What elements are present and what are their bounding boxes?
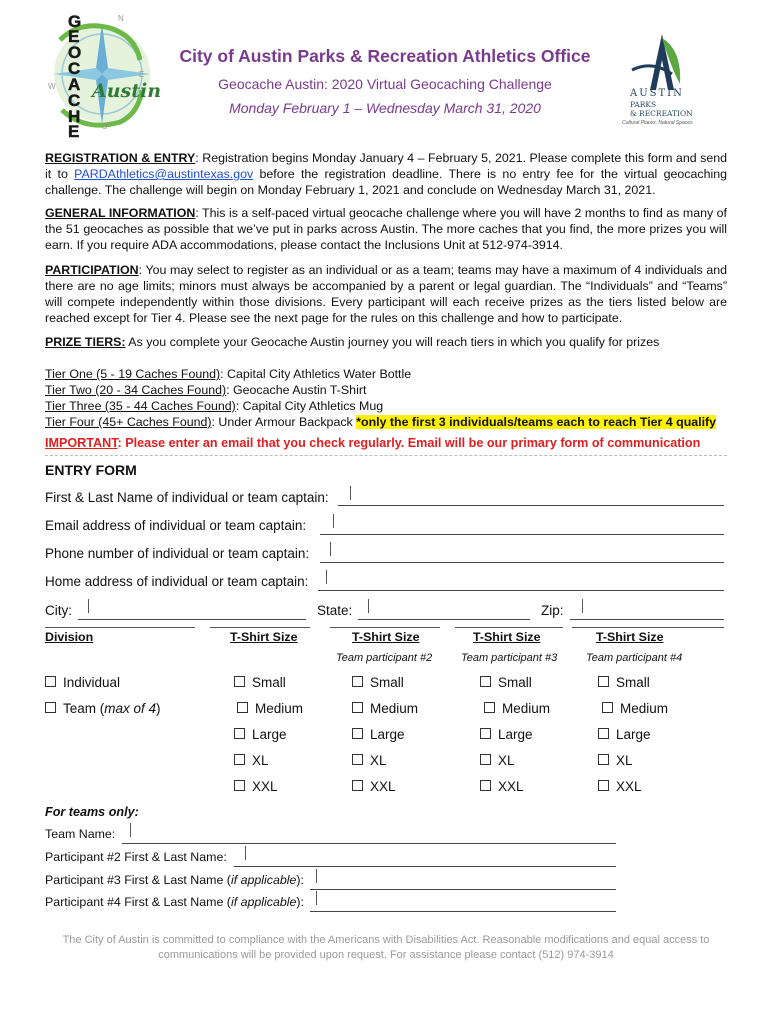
- checkbox-icon: [234, 728, 245, 739]
- size-label: Small: [616, 675, 650, 690]
- team-max-note: max of 4: [104, 701, 157, 716]
- logo-letter: C: [68, 59, 81, 78]
- size-label: Medium: [502, 701, 551, 716]
- checkbox-icon: [352, 754, 363, 765]
- logo-letter: E: [68, 122, 80, 141]
- teams-only-heading: For teams only:: [45, 805, 139, 819]
- text-cursor: [368, 599, 370, 613]
- size-medium-checkbox[interactable]: [484, 701, 550, 727]
- checkbox-icon: [480, 780, 491, 791]
- name-field[interactable]: [338, 505, 724, 506]
- tier-name: Tier Four (45+ Caches Found): [45, 415, 212, 429]
- size-large-checkbox[interactable]: [352, 727, 418, 753]
- state-field[interactable]: [358, 619, 530, 620]
- tshirt-size-header-4: T-Shirt Size: [596, 630, 664, 644]
- participation-label: PARTICIPATION: [45, 263, 139, 277]
- participant-3-label: [45, 873, 304, 887]
- size-label: XXL: [370, 779, 396, 794]
- size-xxl-checkbox[interactable]: [598, 779, 668, 805]
- logo-letter: A: [68, 75, 81, 94]
- size-label: Medium: [620, 701, 669, 716]
- team-participant-4-label: Team participant #4: [586, 652, 683, 664]
- if-applicable-note: if applicable: [230, 873, 297, 887]
- size-column-participant-2: [352, 675, 418, 805]
- text-cursor: [88, 599, 90, 613]
- size-column-participant-4: [598, 675, 668, 805]
- checkbox-icon: [352, 676, 363, 687]
- size-small-checkbox[interactable]: [598, 675, 668, 701]
- size-label: XL: [252, 753, 269, 768]
- tier-name: Tier Two (20 - 34 Caches Found): [45, 383, 227, 397]
- compass-s: S: [102, 122, 108, 131]
- size-label: Large: [252, 727, 287, 742]
- checkbox-icon: [598, 676, 609, 687]
- prize-tiers-paragraph: [45, 334, 727, 350]
- size-medium-checkbox[interactable]: [602, 701, 668, 727]
- participant-2-label: Participant #2 First & Last Name:: [45, 850, 227, 864]
- size-xl-checkbox[interactable]: [480, 753, 550, 779]
- size-label: Large: [370, 727, 405, 742]
- size-label: XL: [498, 753, 515, 768]
- logo-letter: H: [68, 107, 81, 126]
- column-separator: [210, 627, 310, 628]
- address-field-label: Home address of individual or team captain:: [45, 574, 309, 589]
- checkbox-icon: [45, 702, 56, 713]
- tier-name: Tier Three (35 - 44 Caches Found): [45, 399, 236, 413]
- size-column-participant-3: [480, 675, 550, 805]
- size-label: XXL: [616, 779, 642, 794]
- checkbox-icon: [237, 702, 248, 713]
- phone-field-label: Phone number of individual or team captain:: [45, 546, 310, 561]
- label-close: ):: [296, 873, 304, 887]
- participant-2-field[interactable]: [234, 866, 616, 867]
- text-cursor: [326, 570, 328, 584]
- size-large-checkbox[interactable]: [234, 727, 303, 753]
- important-label: IMPORTANT: [45, 436, 118, 450]
- logo-tagline: Cultural Places, Natural Spaces: [622, 120, 693, 126]
- compass-rose-icon: [40, 10, 150, 138]
- participant-4-label: [45, 895, 304, 909]
- text-cursor: [245, 846, 247, 860]
- checkbox-icon: [598, 780, 609, 791]
- size-small-checkbox[interactable]: [480, 675, 550, 701]
- name-field-label: First & Last Name of individual or team captain:: [45, 490, 329, 505]
- text-cursor: [582, 599, 584, 613]
- logo-parks-text: PARKS: [630, 100, 657, 109]
- tier-prize: : Geocache Austin T-Shirt: [226, 383, 367, 397]
- team-participant-3-label: Team participant #3: [461, 652, 558, 664]
- size-label: XXL: [498, 779, 524, 794]
- column-separator: [45, 627, 195, 628]
- participant-4-label-text: Participant #4 First & Last Name (: [45, 895, 231, 909]
- registration-text: : Registration begins Monday January 4 – February 5, 2021. Please complete this form and send it to: [45, 151, 727, 181]
- state-field-label: State:: [317, 603, 353, 618]
- general-label: GENERAL INFORMATION: [45, 206, 196, 220]
- participant-3-field[interactable]: [310, 889, 616, 890]
- size-xl-checkbox[interactable]: [352, 753, 418, 779]
- tier-four-note: *only the first 3 individuals/teams each to reach Tier 4 qualify: [356, 415, 717, 429]
- logo-script-text: Austin: [92, 80, 162, 102]
- registration-text-2: before the registration deadline. There is no entry fee for the virtual geocaching challenge. The challenge will begin on Monday February 1, 2021 and conclude on Wednesday March 31, 2021.: [45, 167, 727, 197]
- text-cursor: [130, 823, 132, 837]
- tier-three: [45, 398, 383, 414]
- team-name-field[interactable]: [122, 843, 616, 844]
- challenge-dates: Monday February 1 – Wednesday March 31, 2020: [229, 100, 541, 116]
- size-label: Small: [252, 675, 286, 690]
- text-cursor: [333, 514, 335, 528]
- text-cursor: [350, 486, 352, 500]
- size-label: XXL: [252, 779, 278, 794]
- checkbox-icon: [480, 676, 491, 687]
- registration-label: REGISTRATION & ENTRY: [45, 151, 196, 165]
- logo-letter: E: [68, 27, 80, 46]
- austin-parks-logo: [612, 30, 712, 130]
- logo-recreation-text: & RECREATION: [630, 109, 693, 118]
- email-field-label: Email address of individual or team captain:: [45, 518, 307, 533]
- option-label-close: ): [156, 701, 161, 716]
- division-team-checkbox[interactable]: [45, 701, 161, 716]
- size-xl-checkbox[interactable]: [234, 753, 303, 779]
- division-header: Division: [45, 630, 94, 644]
- tier-four: [45, 414, 716, 430]
- email-link[interactable]: PARDAthletics@austintexas.gov: [74, 167, 254, 181]
- tier-two: [45, 382, 366, 398]
- entry-form-heading: ENTRY FORM: [45, 462, 137, 478]
- logo-austin-text: AUSTIN: [630, 88, 684, 99]
- size-label: XL: [616, 753, 633, 768]
- size-xl-checkbox[interactable]: [598, 753, 668, 779]
- option-label: Team (: [63, 701, 105, 716]
- checkbox-icon: [234, 754, 245, 765]
- size-label: Large: [498, 727, 533, 742]
- checkbox-icon: [602, 702, 613, 713]
- logo-letter: C: [68, 91, 81, 110]
- tshirt-size-header: T-Shirt Size: [230, 630, 298, 644]
- footer-line-1: The City of Austin is committed to compliance with the Americans with Disabilities Act. Reasonable modifications and equal access to: [62, 934, 710, 946]
- checkbox-icon: [352, 780, 363, 791]
- checkbox-icon: [45, 676, 56, 687]
- size-label: Small: [498, 675, 532, 690]
- city-field[interactable]: [78, 619, 306, 620]
- email-field[interactable]: [320, 534, 724, 535]
- participant-4-field[interactable]: [310, 911, 616, 912]
- size-xxl-checkbox[interactable]: [234, 779, 303, 805]
- size-label: Large: [616, 727, 651, 742]
- registration-paragraph: [45, 150, 727, 198]
- logo-letter: O: [68, 43, 82, 62]
- column-separator: [330, 627, 440, 628]
- size-column-captain: [234, 675, 303, 805]
- important-text: : Please enter an email that you check regularly. Email will be our primary form of communication: [117, 436, 701, 450]
- checkbox-icon: [234, 676, 245, 687]
- page-title: City of Austin Parks & Recreation Athletics Office: [179, 46, 591, 66]
- column-separator: [572, 627, 724, 628]
- compass-w: W: [48, 82, 56, 91]
- page-subtitle: Geocache Austin: 2020 Virtual Geocaching Challenge: [218, 76, 552, 92]
- size-label: Medium: [255, 701, 304, 716]
- label-close: ):: [296, 895, 304, 909]
- important-notice: [45, 436, 700, 450]
- general-text: : This is a self-paced virtual geocache challenge where you will have 2 months to find as many of the 51 geocaches as possible that we’ve put in parks across Austin. The more caches that you find, the more prizes you will earn. If you require ADA accommodations, please contact the Inclusions Unit at 512-974-3914.: [45, 206, 727, 252]
- tshirt-size-header-3: T-Shirt Size: [473, 630, 541, 644]
- size-label: XL: [370, 753, 387, 768]
- logo-letter: G: [68, 12, 82, 31]
- checkbox-icon: [480, 728, 491, 739]
- size-xxl-checkbox[interactable]: [352, 779, 418, 805]
- footer-line-2: communications will be provided upon request. For assistance please contact (512) 974-3914: [158, 949, 614, 961]
- text-cursor: [316, 869, 318, 883]
- divider: [45, 455, 727, 456]
- checkbox-icon: [480, 754, 491, 765]
- checkbox-icon: [352, 728, 363, 739]
- general-info-paragraph: [45, 205, 727, 253]
- size-large-checkbox[interactable]: [598, 727, 668, 753]
- tier-name: Tier One (5 - 19 Caches Found): [45, 367, 221, 381]
- phone-field[interactable]: [320, 562, 724, 563]
- team-participant-2-label: Team participant #2: [336, 652, 433, 664]
- zip-field[interactable]: [570, 619, 724, 620]
- checkbox-icon: [352, 702, 363, 713]
- checkbox-icon: [598, 754, 609, 765]
- ada-footer: [40, 933, 732, 963]
- zip-field-label: Zip:: [541, 603, 564, 618]
- size-xxl-checkbox[interactable]: [480, 779, 550, 805]
- option-label: Individual: [63, 675, 121, 690]
- size-large-checkbox[interactable]: [480, 727, 550, 753]
- text-cursor: [316, 891, 318, 905]
- size-medium-checkbox[interactable]: [237, 701, 303, 727]
- city-field-label: City:: [45, 603, 72, 618]
- text-cursor: [330, 542, 332, 556]
- division-individual-checkbox[interactable]: [45, 675, 120, 690]
- size-label: Medium: [370, 701, 419, 716]
- compass-n: N: [118, 14, 124, 23]
- checkbox-icon: [234, 780, 245, 791]
- participation-text: : You may select to register as an individual or as a team; teams may have a maximum of 4 individuals and there are no age limits; minors must always be accompanied by a parent or legal guardian. The “Individuals” and “Teams” will compete independently within those divisions. Every participant will each receive prizes as the tiers listed below are reached except for Tier 4. Please see the next page for the rules on this challenge and how to participate.: [45, 263, 727, 325]
- if-applicable-note: if applicable: [230, 895, 297, 909]
- checkbox-icon: [598, 728, 609, 739]
- prize-label: PRIZE TIERS:: [45, 335, 126, 349]
- team-name-label: Team Name:: [45, 827, 116, 841]
- leaf-a-icon: [612, 30, 712, 92]
- tier-prize: : Under Armour Backpack: [211, 415, 357, 429]
- participation-paragraph: [45, 262, 727, 326]
- participant-3-label-text: Participant #3 First & Last Name (: [45, 873, 231, 887]
- tier-prize: : Capital City Athletics Water Bottle: [220, 367, 412, 381]
- compass-e: E: [139, 70, 145, 79]
- column-separator: [455, 627, 563, 628]
- size-label: Small: [370, 675, 404, 690]
- prize-text: As you complete your Geocache Austin journey you will reach tiers in which you qualify for prizes: [125, 335, 660, 349]
- size-small-checkbox[interactable]: [352, 675, 418, 701]
- geocache-austin-logo: [40, 10, 162, 141]
- checkbox-icon: [484, 702, 495, 713]
- address-field[interactable]: [318, 590, 724, 591]
- size-medium-checkbox[interactable]: [352, 701, 418, 727]
- size-small-checkbox[interactable]: [234, 675, 303, 701]
- tshirt-size-header-2: T-Shirt Size: [352, 630, 420, 644]
- tier-prize: : Capital City Athletics Mug: [235, 399, 384, 413]
- tier-one: [45, 366, 411, 382]
